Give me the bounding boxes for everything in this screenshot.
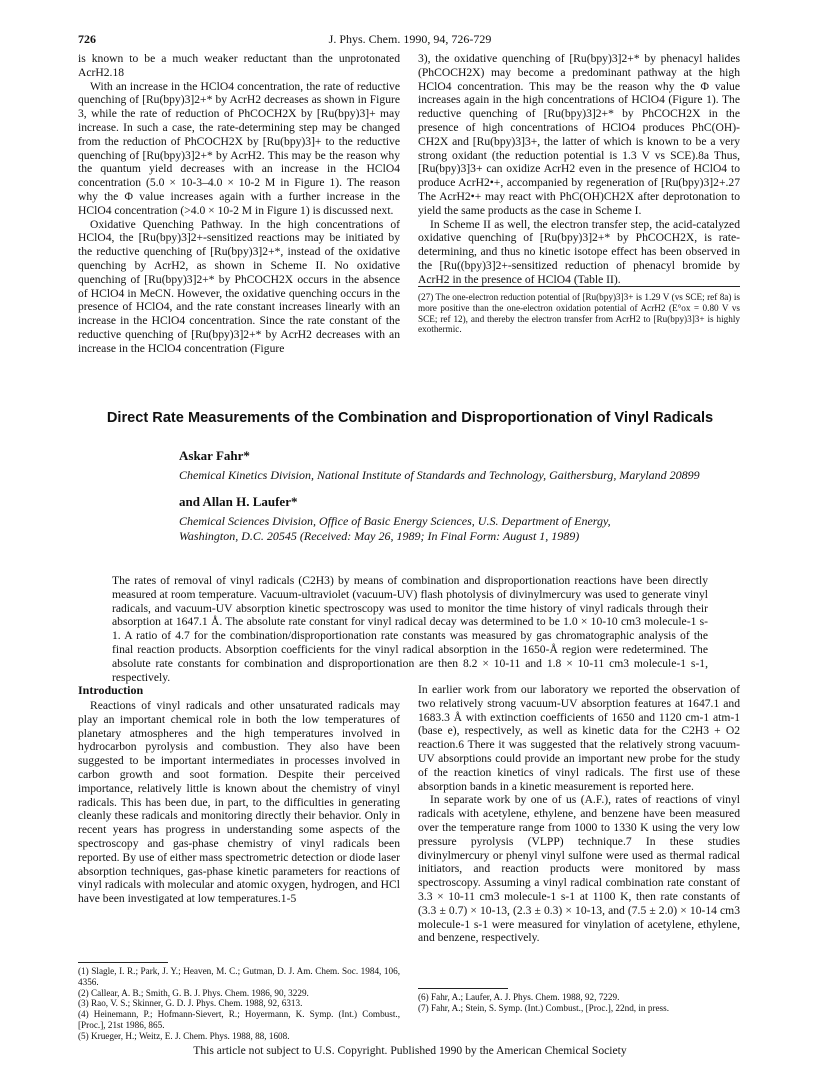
introduction-right-column xyxy=(418,683,740,945)
introduction-left-column xyxy=(78,699,400,906)
section-heading-introduction: Introduction xyxy=(78,683,144,697)
footnote-text: (5) Krueger, H.; Weitz, E. J. Chem. Phys. 1988, 88, 1608. xyxy=(78,1030,290,1041)
footnotes-left xyxy=(78,966,400,1042)
author-2: and Allan H. Laufer* xyxy=(179,494,298,509)
body-paragraph: 3), the oxidative quenching of [Ru(bpy)3]2+* by phenacyl halides (PhCOCH2X) may become a predominant pathway at the high HClO4 concentration. This may be the reason why the Φ value increases again in the high concentrations of HClO4 (Figure 1). The reductive quenching of [Ru(bpy)3]2+* by PhCOCH2X in the presence of high concentrations of HClO4 produces PhC(OH)-CH2X and [Ru(bpy)3]3+, the latter of which is known to be a very strong oxidant (the reduction potential is 1.3 V vs SCE).8a Thus, [Ru(bpy)3]3+ can oxidize AcrH2 even in the presence of HClO4 to produce AcrH2•+, accompanied by regeneration of [Ru(bpy)3]2+.27 The AcrH2•+ may react with PhC(OH)CH2X after deprotonation to yield the same products as the case in Scheme I. xyxy=(418,52,740,217)
body-paragraph: In Scheme II as well, the electron transfer step, the acid-catalyzed oxidative quenching of [Ru(bpy)3]2+* by PhCOCH2X, is rate-determining, and thus no kinetic isotope effect has been observed in the [Ru((bpy)3]2+-sensitized reduction of phenacyl bromide by AcrH2 in the presence of HClO4 (Table II). xyxy=(418,217,740,286)
continuation-right-column xyxy=(418,52,740,287)
footnote-text: (1) Slagle, I. R.; Park, J. Y.; Heaven, M. C.; Gutman, D. J. Am. Chem. Soc. 1984, 106, 4356. xyxy=(78,966,400,987)
copyright-notice: This article not subject to U.S. Copyright. Published 1990 by the American Chemical Society xyxy=(193,1044,627,1057)
affiliation-1: Chemical Kinetics Division, National Institute of Standards and Technology, Gaithersburg, Maryland 20899 xyxy=(179,468,700,482)
footnotes-right xyxy=(418,992,740,1014)
body-paragraph: With an increase in the HClO4 concentration, the rate of reductive quenching of [Ru(bpy)3]2+* by AcrH2 decreases as shown in Figure 3, while the rate of reduction of PhCOCH2X by [Ru(bpy)3]+ may increase. In such a case, the rate-determining step may be changed from the reduction of PhCOCH2X by [Ru(bpy)3]+ to the reductive quenching of [Ru(bpy)3]2+* by AcrH2. This may be the reason why the quantum yield decreases with an increase in the HClO4 concentration (5.0 × 10-3–4.0 × 10-2 M in Figure 1). The reason why the Φ value increases again with a further increase in the HClO4 concentration (>4.0 × 10-2 M in Figure 1) is discussed next. xyxy=(78,79,400,217)
affiliation-2-line-2: Washington, D.C. 20545 (Received: May 26, 1989; In Final Form: August 1, 1989) xyxy=(179,529,580,543)
affiliation-2-line-1: Chemical Sciences Division, Office of Basic Energy Sciences, U.S. Department of Energy, xyxy=(179,514,611,528)
running-header: J. Phys. Chem. 1990, 94, 726-729 xyxy=(328,32,492,46)
footnote-text: (2) Callear, A. B.; Smith, G. B. J. Phys. Chem. 1986, 90, 3229. xyxy=(78,987,309,998)
footnote-text: (27) The one-electron reduction potential of [Ru(bpy)3]3+ is 1.29 V (vs SCE; ref 8a) is more positive than the one-electron oxidation potential of AcrH2 (E°ox = 0.80 V vs SCE; ref 12), and thereby the electron transfer from AcrH2 to [Ru(bpy)3]3+ is highly exothermic. xyxy=(418,292,740,335)
body-paragraph: In earlier work from our laboratory we reported the observation of two relatively strong vacuum-UV absorption features at 1647.1 and 1683.3 Å with extinction coefficients of 1650 and 1120 cm-1 atm-1 (base e), respectively, as well as kinetic data for the C2H3 + O2 reaction.6 There it was suggested that the relatively strong vacuum-UV absorptions could provide an important new probe for the study of the reaction kinetics of vinyl radicals. The first use of these absorption bands in a kinetic measurement is reported here. xyxy=(418,683,740,793)
body-paragraph: is known to be a much weaker reductant than the unprotonated AcrH2.18 xyxy=(78,52,400,79)
footnote-text: (4) Heinemann, P.; Hofmann-Sievert, R.; Hoyermann, K. Symp. (Int.) Combust., [Proc.], 21st 1986, 865. xyxy=(78,1009,400,1030)
abstract: The rates of removal of vinyl radicals (C2H3) by means of combination and disproportionation reactions have been directly measured at room temperature. Vacuum-ultraviolet (vacuum-UV) flash photolysis of divinylmercury was used to generate vinyl radicals, and vacuum-UV absorption kinetic spectroscopy was used to monitor the time history of vinyl radicals through their absorption at 1647.1 Å. The absolute rate constant for vinyl radical decay was determined to be 1.0 × 10-10 cm3 molecule-1 s-1. A ratio of 4.7 for the combination/disproportionation rate constants was measured by gas chromatographic analysis of the final reaction products. Absorption coefficients for the vinyl radical absorption in the 1650-Å region were redetermined. The absolute rate constants for combination and disproportionation are then 8.2 × 10-11 and 1.8 × 10-11 cm3 molecule-1 s-1, respectively. xyxy=(112,574,708,684)
footnote-27 xyxy=(418,292,740,335)
footnote-text: (6) Fahr, A.; Laufer, A. J. Phys. Chem. 1988, 92, 7229. xyxy=(418,992,620,1002)
footnote-divider xyxy=(78,962,168,963)
page-number: 726 xyxy=(78,32,96,46)
continuation-left-column xyxy=(78,52,400,356)
footnote-text: (7) Fahr, A.; Stein, S. Symp. (Int.) Combust., [Proc.], 22nd, in press. xyxy=(418,1002,670,1013)
author-1: Askar Fahr* xyxy=(179,448,250,463)
body-paragraph: In separate work by one of us (A.F.), rates of reactions of vinyl radicals with acetylene, ethylene, and benzene have been measured over the temperature range from 1000 to 1330 K using the very low pressure pyrolysis (VLPP) technique.7 In these studies divinylmercury or phenyl vinyl sulfone were used as thermal radical initiators, and reaction products were monitored by mass spectroscopy. Assuming a vinyl radical combination rate constant of 3.3 × 10-11 cm3 molecule-1 s-1 at 1100 K, then rate constants of (3.3 ± 0.7) × 10-13, (2.3 ± 0.3) × 10-13, and (7.5 ± 2.0) × 10-14 cm3 molecule-1 s-1 were measured for vinylation of acetylene, ethylene, and benzene, respectively. xyxy=(418,793,740,945)
footnote-text: (3) Rao, V. S.; Skinner, G. D. J. Phys. Chem. 1988, 92, 6313. xyxy=(78,998,303,1009)
footnote-divider xyxy=(418,988,508,989)
article-title: Direct Rate Measurements of the Combination and Disproportionation of Vinyl Radicals xyxy=(106,410,714,426)
footnote-divider xyxy=(418,286,740,287)
body-paragraph: Oxidative Quenching Pathway. In the high concentrations of HClO4, the [Ru(bpy)3]2+-sensitized reactions may be initiated by the reductive quenching of [Ru(bpy)3]2+*, instead of the oxidative quenching by AcrH2, as shown in Scheme II. No oxidative quenching of [Ru(bpy)3]2+* by PhCOCH2X occurs in the absence of HClO4 in MeCN. However, the oxidative quenching occurs in the presence of HClO4, and the rate constant increases linearly with an increase in the HClO4 concentration. Since the rate constant of the reductive quenching of [Ru(bpy)3]2+* by AcrH2 decreases with an increase in the HClO4 concentration (Figure xyxy=(78,217,400,355)
body-paragraph: Reactions of vinyl radicals and other unsaturated radicals may play an important chemical role in both the low temperatures of planetary atmospheres and the high temperatures involved in hydrocarbon pyrolysis and combustion. They also have been suggested to be important intermediates in processes involved in carbon growth and soot formation. Despite their perceived importance, relatively little is known about the chemistry of vinyl radicals. This has been due, in part, to the difficulties in generating cleanly these radicals and monitoring directly their behavior. Only in recent years has progress in understanding some aspects of the spectroscopy and gas-phase chemistry of vinyl radicals been reported. By use of either mass spectrometric detection or diode laser absorption techniques, gas-phase kinetic parameters for reactions of vinyl radicals with molecular and atomic oxygen, hydrogen, and HCl have been investigated at low temperatures.1-5 xyxy=(78,699,400,906)
